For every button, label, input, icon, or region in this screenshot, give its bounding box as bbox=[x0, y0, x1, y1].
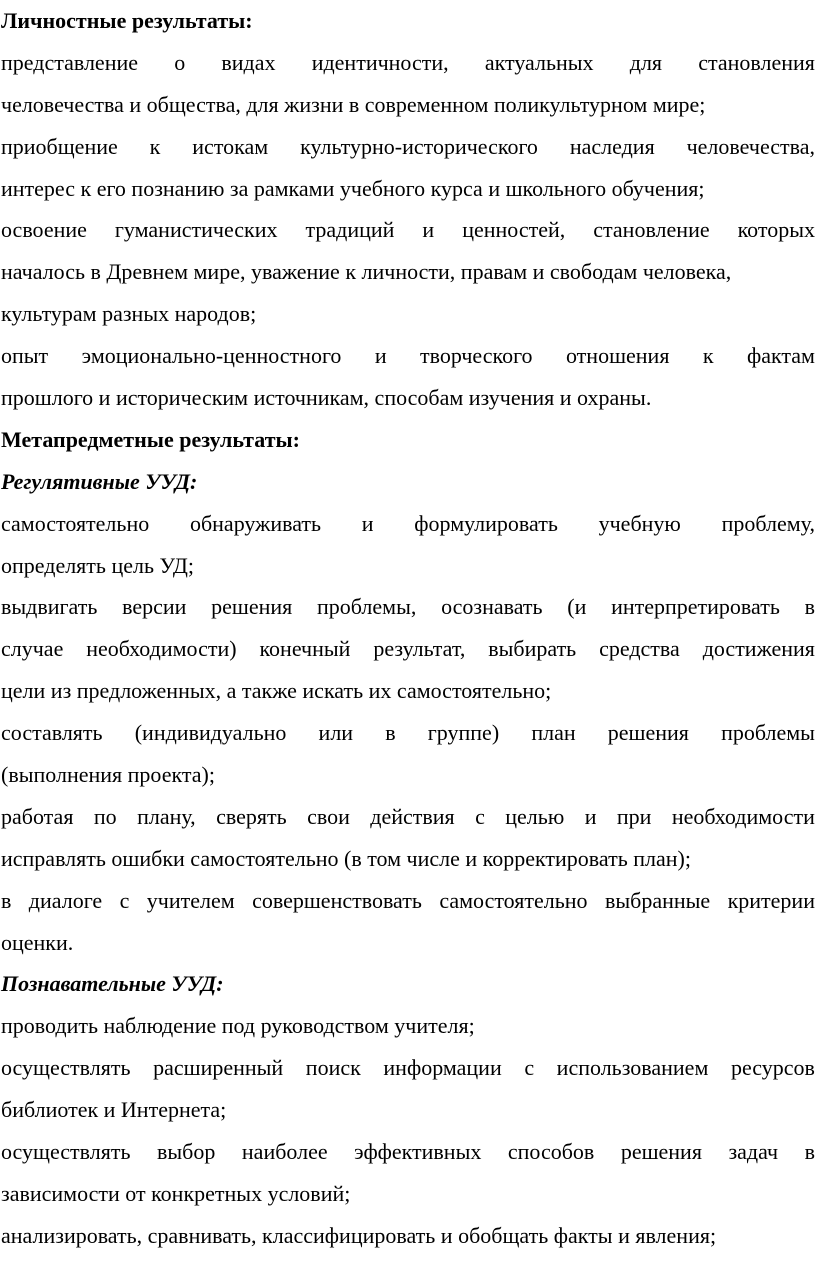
word: которых bbox=[737, 217, 815, 243]
word: проблемы bbox=[721, 720, 815, 746]
word: с bbox=[475, 803, 485, 829]
paragraph-line bbox=[0, 586, 815, 628]
word: самостоятельно bbox=[439, 887, 588, 913]
paragraph-line: началось в Древнем мире, уважение к личности, правам и свободам человека, bbox=[1, 259, 732, 285]
word: сверять bbox=[216, 803, 287, 829]
paragraph-line: человечества и общества, для жизни в современном поликультурном мире; bbox=[1, 91, 706, 117]
word: наследия bbox=[569, 133, 655, 159]
word: учебную bbox=[598, 510, 681, 536]
word: случае bbox=[1, 636, 64, 662]
word: проблемы, bbox=[316, 594, 417, 620]
word: диалоге bbox=[28, 887, 103, 913]
word: свои bbox=[307, 803, 350, 829]
word: (и bbox=[567, 594, 587, 620]
word: для bbox=[629, 49, 663, 75]
word: задач bbox=[728, 1139, 779, 1165]
word: решения bbox=[620, 1139, 702, 1165]
word: истокам bbox=[192, 133, 269, 159]
paragraph-line bbox=[0, 209, 815, 251]
word: (индивидуально bbox=[134, 720, 287, 746]
paragraph-line: исправлять ошибки самостоятельно (в том числе и корректировать план); bbox=[1, 845, 691, 871]
paragraph-line: библиотек и Интернета; bbox=[1, 1097, 227, 1123]
word: в bbox=[1, 887, 12, 913]
word: эффективных bbox=[354, 1139, 482, 1165]
word: традиций bbox=[305, 217, 395, 243]
paragraph-line bbox=[0, 335, 815, 377]
paragraph-line: зависимости от конкретных условий; bbox=[1, 1180, 351, 1206]
paragraph-line bbox=[0, 1047, 815, 1089]
paragraph-line: культурам разных народов; bbox=[1, 301, 257, 327]
word: использованием bbox=[556, 1055, 709, 1081]
word: актуальных bbox=[484, 49, 594, 75]
paragraph-line: оценки. bbox=[1, 929, 74, 955]
heading-regulatory: Регулятивные УУД: bbox=[1, 468, 198, 494]
word: составлять bbox=[1, 720, 103, 746]
word: выбирать bbox=[488, 636, 577, 662]
paragraph-line bbox=[0, 796, 815, 838]
word: культурно-исторического bbox=[300, 133, 538, 159]
word: становления bbox=[698, 49, 815, 75]
word: конечный bbox=[259, 636, 351, 662]
word: необходимости bbox=[671, 803, 815, 829]
word: и bbox=[422, 217, 435, 243]
paragraph-line bbox=[0, 503, 815, 545]
word: в bbox=[804, 594, 815, 620]
word: гуманистических bbox=[114, 217, 278, 243]
word: с bbox=[119, 887, 130, 913]
word: интерпретировать bbox=[611, 594, 780, 620]
paragraph-line: прошлого и историческим источникам, способам изучения и охраны. bbox=[1, 385, 652, 411]
word: работая bbox=[1, 803, 74, 829]
word: совершенствовать bbox=[252, 887, 422, 913]
word: приобщение bbox=[1, 133, 118, 159]
heading-cognitive: Познавательные УУД: bbox=[1, 971, 224, 997]
word: информации bbox=[383, 1055, 502, 1081]
paragraph-line bbox=[0, 628, 815, 670]
word: и bbox=[584, 803, 597, 829]
word: с bbox=[524, 1055, 535, 1081]
word: обнаруживать bbox=[189, 510, 322, 536]
word: необходимости) bbox=[86, 636, 237, 662]
word: эмоционально-ценностного bbox=[81, 343, 342, 369]
word: план bbox=[531, 720, 576, 746]
word: результат, bbox=[373, 636, 466, 662]
word: осознавать bbox=[441, 594, 543, 620]
word: становление bbox=[593, 217, 710, 243]
word: представление bbox=[1, 49, 139, 75]
paragraph-line bbox=[0, 126, 815, 168]
word: о bbox=[174, 49, 186, 75]
word: по bbox=[93, 803, 117, 829]
word: формулировать bbox=[414, 510, 558, 536]
word: достижения bbox=[702, 636, 815, 662]
word: выбор bbox=[157, 1139, 216, 1165]
paragraph-line: определять цель УД; bbox=[1, 552, 194, 578]
word: критерии bbox=[727, 887, 815, 913]
paragraph-line bbox=[0, 712, 815, 754]
word: расширенный bbox=[153, 1055, 284, 1081]
word: ресурсов bbox=[730, 1055, 815, 1081]
word: решения bbox=[607, 720, 689, 746]
paragraph-line: (выполнения проекта); bbox=[1, 762, 215, 788]
word: фактам bbox=[746, 343, 815, 369]
word: при bbox=[616, 803, 652, 829]
word: идентичности, bbox=[311, 49, 449, 75]
paragraph-line: интерес к его познанию за рамками учебного курса и школьного обучения; bbox=[1, 175, 705, 201]
heading-personal-results: Личностные результаты: bbox=[1, 8, 253, 33]
word: или bbox=[318, 720, 354, 746]
heading-meta-results: Метапредметные результаты: bbox=[1, 426, 300, 452]
word: к bbox=[149, 133, 161, 159]
word: поиск bbox=[305, 1055, 361, 1081]
word: человечества, bbox=[686, 133, 815, 159]
word: плану, bbox=[137, 803, 196, 829]
paragraph-line: проводить наблюдение под руководством учителя; bbox=[1, 1013, 475, 1039]
word: осуществлять bbox=[1, 1139, 131, 1165]
word: опыт bbox=[1, 343, 49, 369]
word: группе) bbox=[427, 720, 500, 746]
word: действия bbox=[370, 803, 455, 829]
word: версии bbox=[122, 594, 187, 620]
word: творческого bbox=[420, 343, 533, 369]
word: и bbox=[374, 343, 387, 369]
word: самостоятельно bbox=[1, 510, 150, 536]
word: выдвигать bbox=[1, 594, 98, 620]
word: к bbox=[702, 343, 714, 369]
word: средства bbox=[599, 636, 680, 662]
paragraph-line bbox=[0, 880, 815, 922]
word: ценностей, bbox=[462, 217, 566, 243]
word: проблему, bbox=[721, 510, 815, 536]
word: в bbox=[385, 720, 396, 746]
word: видах bbox=[221, 49, 276, 75]
word: способов bbox=[507, 1139, 595, 1165]
word: учителем bbox=[146, 887, 235, 913]
word: в bbox=[804, 1139, 815, 1165]
word: отношения bbox=[565, 343, 670, 369]
word: наиболее bbox=[241, 1139, 328, 1165]
word: освоение bbox=[1, 217, 87, 243]
paragraph-line bbox=[0, 1131, 815, 1173]
word: целью bbox=[505, 803, 565, 829]
paragraph-line: цели из предложенных, а также искать их самостоятельно; bbox=[1, 678, 552, 704]
word: выбранные bbox=[604, 887, 711, 913]
paragraph-line bbox=[0, 42, 815, 84]
word: осуществлять bbox=[1, 1055, 131, 1081]
paragraph-line: анализировать, сравнивать, классифицировать и обобщать факты и явления; bbox=[1, 1222, 717, 1248]
word: решения bbox=[211, 594, 293, 620]
word: и bbox=[361, 510, 374, 536]
